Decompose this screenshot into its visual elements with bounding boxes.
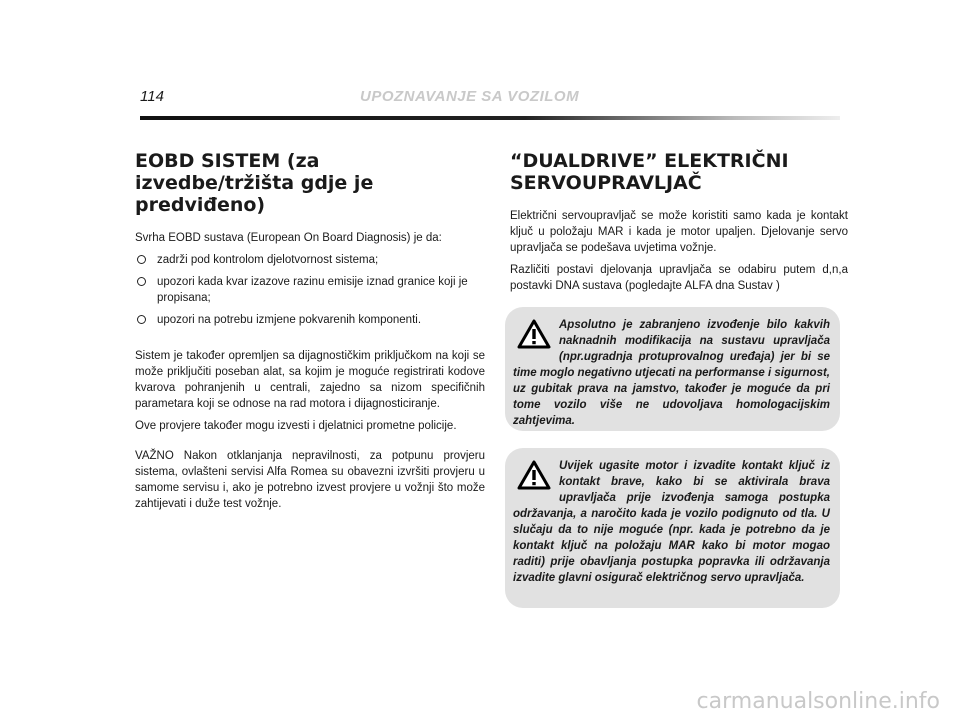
warning-box-2	[505, 448, 840, 608]
warning-triangle-icon	[517, 319, 551, 349]
warning-text-1: Apsolutno je zabranjeno izvođenje bilo kakvih naknadnih modifikacija na sustavu upravljača (npr.ugradnja protuprovalnog uređaja) jer bi se time moglo negativno utjecati na performanse i sigurnost, uz gubitak prava na jamstvo, također je moguće da pri tome vozilo više ne udovoljava homologacijskim zahtjevima.	[513, 319, 830, 427]
left-column	[135, 150, 485, 512]
eobd-intro: Svrha EOBD sustava (European On Board Diagnosis) je da:	[135, 232, 442, 244]
eobd-paragraph-1: Sistem je također opremljen sa dijagnostičkim priključkom na koji se može priključiti poseban alat, sa kojim je moguće registrirati kodove kvarova pohranjenih u centrali, zajedno sa nizom specifičnih parametara koji se odnose na rad motora i dijagnosticiranje.	[135, 350, 485, 410]
circle-bullet-icon	[137, 255, 146, 264]
list-item: upozori kada kvar izazove razinu emisije iznad granice koji je propisana;	[135, 274, 485, 306]
warning-box-1	[505, 307, 840, 431]
page-title: UPOZNAVANJE SA VOZILOM	[360, 88, 580, 105]
right-column	[510, 150, 848, 294]
watermark: carmanualsonline.info	[696, 689, 940, 714]
list-item: upozori na potrebu izmjene pokvarenih komponenti.	[135, 312, 485, 328]
header-rule	[140, 116, 840, 120]
circle-bullet-icon	[137, 315, 146, 324]
dualdrive-paragraph-1: Električni servoupravljač se može koristiti samo kada je kontakt ključ u položaju MAR i kada je motor upaljen. Djelovanje servo upravljača se podešava uvjetima vožnje.	[510, 210, 848, 254]
circle-bullet-icon	[137, 277, 146, 286]
warning-text-2: Uvijek ugasite motor i izvadite kontakt ključ iz kontakt brave, kako bi se aktivirala brava upravljača prije izvođenja samoga postupka održavanja, a naročito kada je vozilo podignuto od tla. U slučaju da to nije moguće (npr. kada je potrebno da je kontakt ključ na položaju MAR kako bi motor mogao raditi) prije obavljanja postupka popravka ili održavanja izvadite glavni osigurač električnog servo upravljača.	[513, 460, 830, 584]
dualdrive-heading: “DUALDRIVE” ELEKTRIČNI SERVOUPRAVLJAČ	[510, 150, 789, 194]
dualdrive-paragraph-2: Različiti postavi djelovanja upravljača se odabiru putem d,n,a postavki DNA sustava (pogledajte ALFA dna Sustav )	[510, 264, 848, 292]
page-number: 114	[140, 88, 164, 105]
eobd-paragraph-2: Ove provjere također mogu izvesti i djelatnici prometne policije.	[135, 420, 457, 432]
list-item: zadrži pod kontrolom djelotvornost sistema;	[135, 252, 485, 268]
eobd-heading: EOBD SISTEM (za izvedbe/tržišta gdje je predviđeno)	[135, 150, 374, 216]
eobd-important-note: VAŽNO Nakon otklanjanja nepravilnosti, za potpunu provjeru sistema, ovlašteni servisi Alfa Romea su obavezni izvršiti provjeru u samome servisu i, ako je potrebno izvest provjere u vožnji što može zahtijevati i duže test vožnje.	[135, 450, 485, 510]
eobd-bullet-list	[135, 252, 485, 328]
warning-triangle-icon	[517, 460, 551, 490]
